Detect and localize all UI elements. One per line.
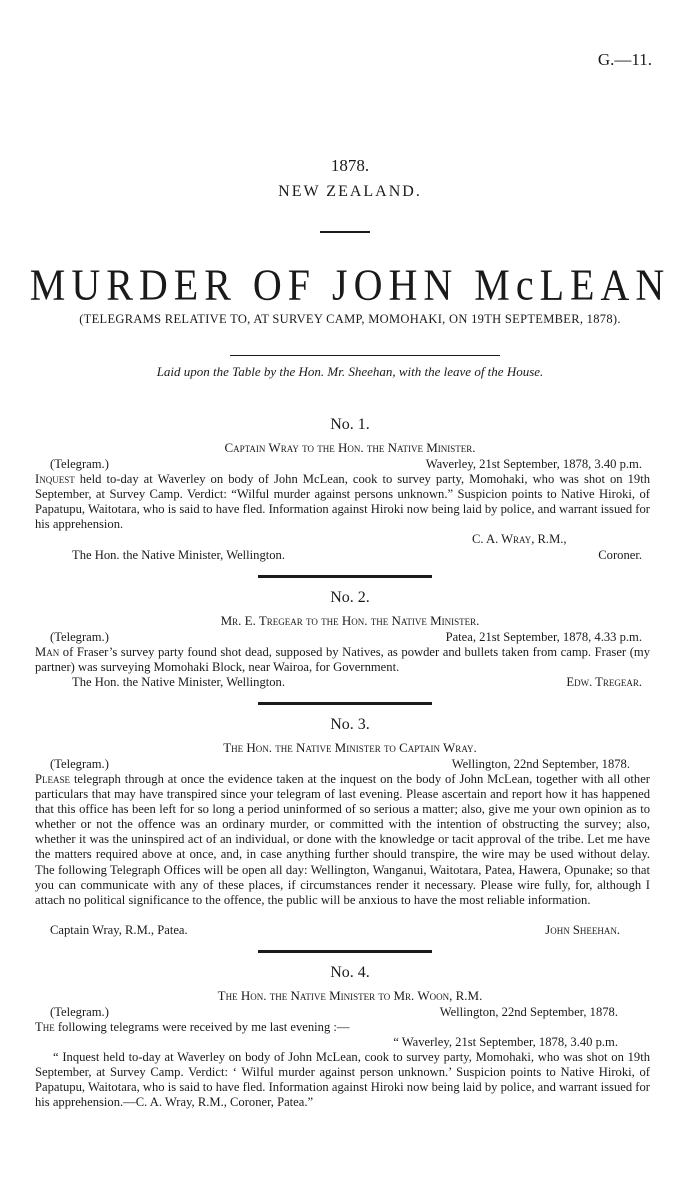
telegram-1-body — [35, 472, 650, 532]
header-rule — [320, 231, 370, 233]
telegram-3-number: No. 3. — [330, 716, 370, 733]
page-title: MURDER OF JOHN McLEAN — [29, 259, 671, 310]
telegram-1-place-date: Waverley, 21st September, 1878, 3.40 p.m. — [425, 457, 642, 471]
telegram-1-addressee: The Hon. the Native Minister, Wellington. — [72, 548, 286, 562]
telegram-4-type: (Telegram.) — [50, 1005, 109, 1019]
divider-2 — [258, 702, 432, 705]
telegram-3-first-word: Please — [35, 772, 71, 786]
telegram-2-type: (Telegram.) — [50, 630, 109, 644]
divider-1 — [258, 575, 432, 578]
telegram-3-signature: John Sheehan. — [545, 923, 620, 937]
telegram-4-heading: The Hon. the Native Minister to Mr. Woon, R.M. — [217, 988, 483, 1003]
telegram-2-first-word: Man — [35, 645, 60, 659]
telegram-2-number: No. 2. — [330, 589, 370, 606]
telegram-4-number: No. 4. — [330, 964, 370, 981]
telegram-2-signature: Edw. Tregear. — [566, 675, 642, 689]
country: NEW ZEALAND. — [278, 183, 422, 200]
telegram-3-place-date: Wellington, 22nd September, 1878. — [451, 757, 630, 771]
telegram-4-quoted-body: “ Inquest held to-day at Waverley on body of John McLean, cook to survey party, Momohaki, who was shot on 19th September, at Survey Camp. Verdict: ‘ Wilful murder against person unknown.’ Suspicion points to Native Hiroki, of Papatupu, Waitotara, who is said to have fled. Information against Hiroki now being laid by police, and warrant issued for his apprehension.—C. A. Wray, R.M., Coroner, Patea.” — [35, 1050, 650, 1110]
year: 1878. — [330, 156, 370, 175]
telegram-1-signature: C. A. Wray, R.M., — [472, 532, 567, 546]
telegram-3-text: telegraph through at once the evidence taken at the inquest on the body of John McLean, together with all other particulars that may have transpired since your telegram of last evening. Please ascertain and report how it has happened that this office has been left for so long a period uninformed of so serious a matter; also, give me your own opinion as to whether or not the offence was an ordinary murder, or committed with the intention of obstructing the survey; also, whether it was the uninspired act of an individual, or done with the knowledge or tacit approval of the tribe. Let me have the matters required above at once, and, in case anything further should transpire, the wire may be used without delay. The following Telegraph Offices will be open all day: Wellington, Wanganui, Waitotara, Patea, Hawera, Opunake; so that you can communicate with any of these places, if circumstances render it necessary. Please wire fully, for, although I attach no political significance to the offence, the public will be anxious to have the most reliable information. — [35, 772, 651, 907]
divider-3 — [258, 950, 432, 953]
telegram-4-text: following telegrams were received by me last evening :— — [57, 1020, 350, 1034]
telegram-3-addressee: Captain Wray, R.M., Patea. — [50, 923, 188, 937]
telegram-1-type: (Telegram.) — [50, 457, 109, 471]
telegram-2-text: of Fraser’s survey party found shot dead, supposed by Natives, as powder and bullets taken from camp. Fraser (my partner) was surveying Momohaki Block, near Wairoa, for Government. — [35, 645, 650, 675]
telegram-1-first-word: Inquest — [35, 472, 75, 486]
telegram-4-place-date: Wellington, 22nd September, 1878. — [439, 1005, 618, 1019]
telegram-4-first-word: The — [35, 1020, 55, 1034]
telegram-4-quoted-place-date: “ Waverley, 21st September, 1878, 3.40 p.m. — [393, 1035, 618, 1049]
telegram-2-place-date: Patea, 21st September, 1878, 4.33 p.m. — [445, 630, 642, 644]
telegram-1-text: held to-day at Waverley on body of John McLean, cook to survey party, Momohaki, who was shot on 19th September, at Survey Camp. Verdict: “Wilful murder against persons unknown.” Suspicion points to Native Hiroki, of Papatupu, Waitotara, who is said to have fled. Information against Hiroki now being laid by police, and warrant issued for his apprehension. — [35, 472, 650, 532]
laid-rule — [230, 355, 500, 356]
telegram-2-body — [35, 645, 650, 675]
telegram-3-heading: The Hon. the Native Minister to Captain Wray. — [223, 740, 477, 755]
telegram-2-addressee: The Hon. the Native Minister, Wellington. — [72, 675, 286, 689]
telegram-1-signature-title: Coroner. — [598, 548, 642, 562]
telegram-1-number: No. 1. — [330, 416, 370, 433]
page-subtitle: (TELEGRAMS RELATIVE TO, AT SURVEY CAMP, MOMOHAKI, ON 19TH SEPTEMBER, 1878). — [79, 312, 621, 326]
page-number: G.—11. — [597, 50, 652, 69]
telegram-1-heading: Captain Wray to the Hon. the Native Minister. — [224, 440, 476, 455]
laid-statement: Laid upon the Table by the Hon. Mr. Sheehan, with the leave of the House. — [156, 364, 544, 379]
telegram-4-body — [35, 1020, 650, 1035]
telegram-3-body — [35, 772, 650, 908]
telegram-3-type: (Telegram.) — [50, 757, 109, 771]
telegram-2-heading: Mr. E. Tregear to the Hon. the Native Minister. — [220, 613, 480, 628]
